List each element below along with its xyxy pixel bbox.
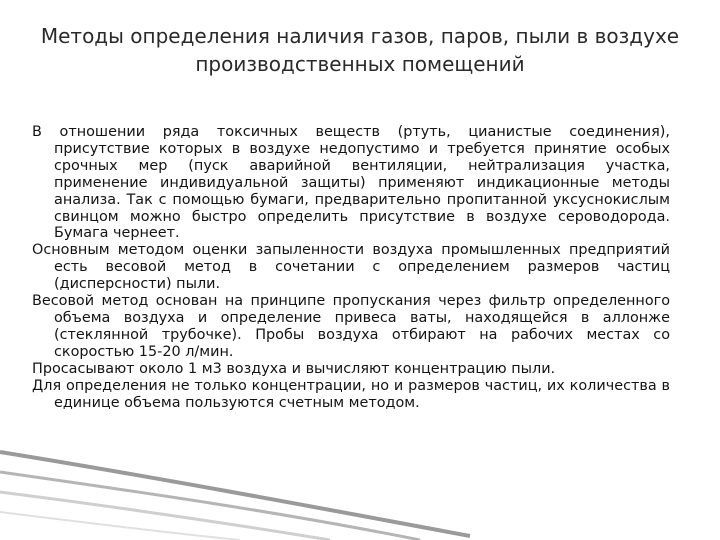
- paragraph-counting-method: Для определения не только концентрации, но и размеров частиц, их количества в единице объема пользуются счетным методом.: [32, 377, 670, 411]
- paragraph-dust-main-method: Основным методом оценки запыленности воздуха промышленных предприятий есть весовой метод в сочетании с определением размеров частиц (дисперсности) пыли.: [32, 242, 670, 293]
- decor-curve-4: [0, 512, 240, 540]
- decor-curve-2: [0, 472, 420, 540]
- slide-title: Методы определения наличия газов, паров, пыли в воздухе производственных помещений: [40, 24, 680, 76]
- paragraph-weight-method: Весовой метод основан на принципе пропускания через фильтр определенного объема воздуха и определение привеса ваты, находящейся в аллонже (стеклянной трубочке). Пробы воздуха отбирают на рабочих местах со скоростью 15-20 л/мин.: [32, 293, 670, 360]
- decor-curve-1: [0, 452, 470, 536]
- paragraph-air-volume: Просасывают около 1 м3 воздуха и вычисляют концентрацию пыли.: [32, 360, 556, 377]
- paragraph-indication-methods: В отношении ряда токсичных веществ (ртуть, цианистые соединения), присутствие которых в воздухе недопустимо и требуется принятие особых срочных мер (пуск аварийной вентиляции, нейтрализация участка, применение индивидуальной защиты) применяют индикационные методы анализа. Так с помощью бумаги, предварительно пропитанной уксуснокислым свинцом можно быстро определить присутствие в воздухе сероводорода. Бумага чернеет.: [32, 124, 670, 242]
- slide-body: [32, 124, 670, 411]
- decor-curve-3: [0, 492, 330, 540]
